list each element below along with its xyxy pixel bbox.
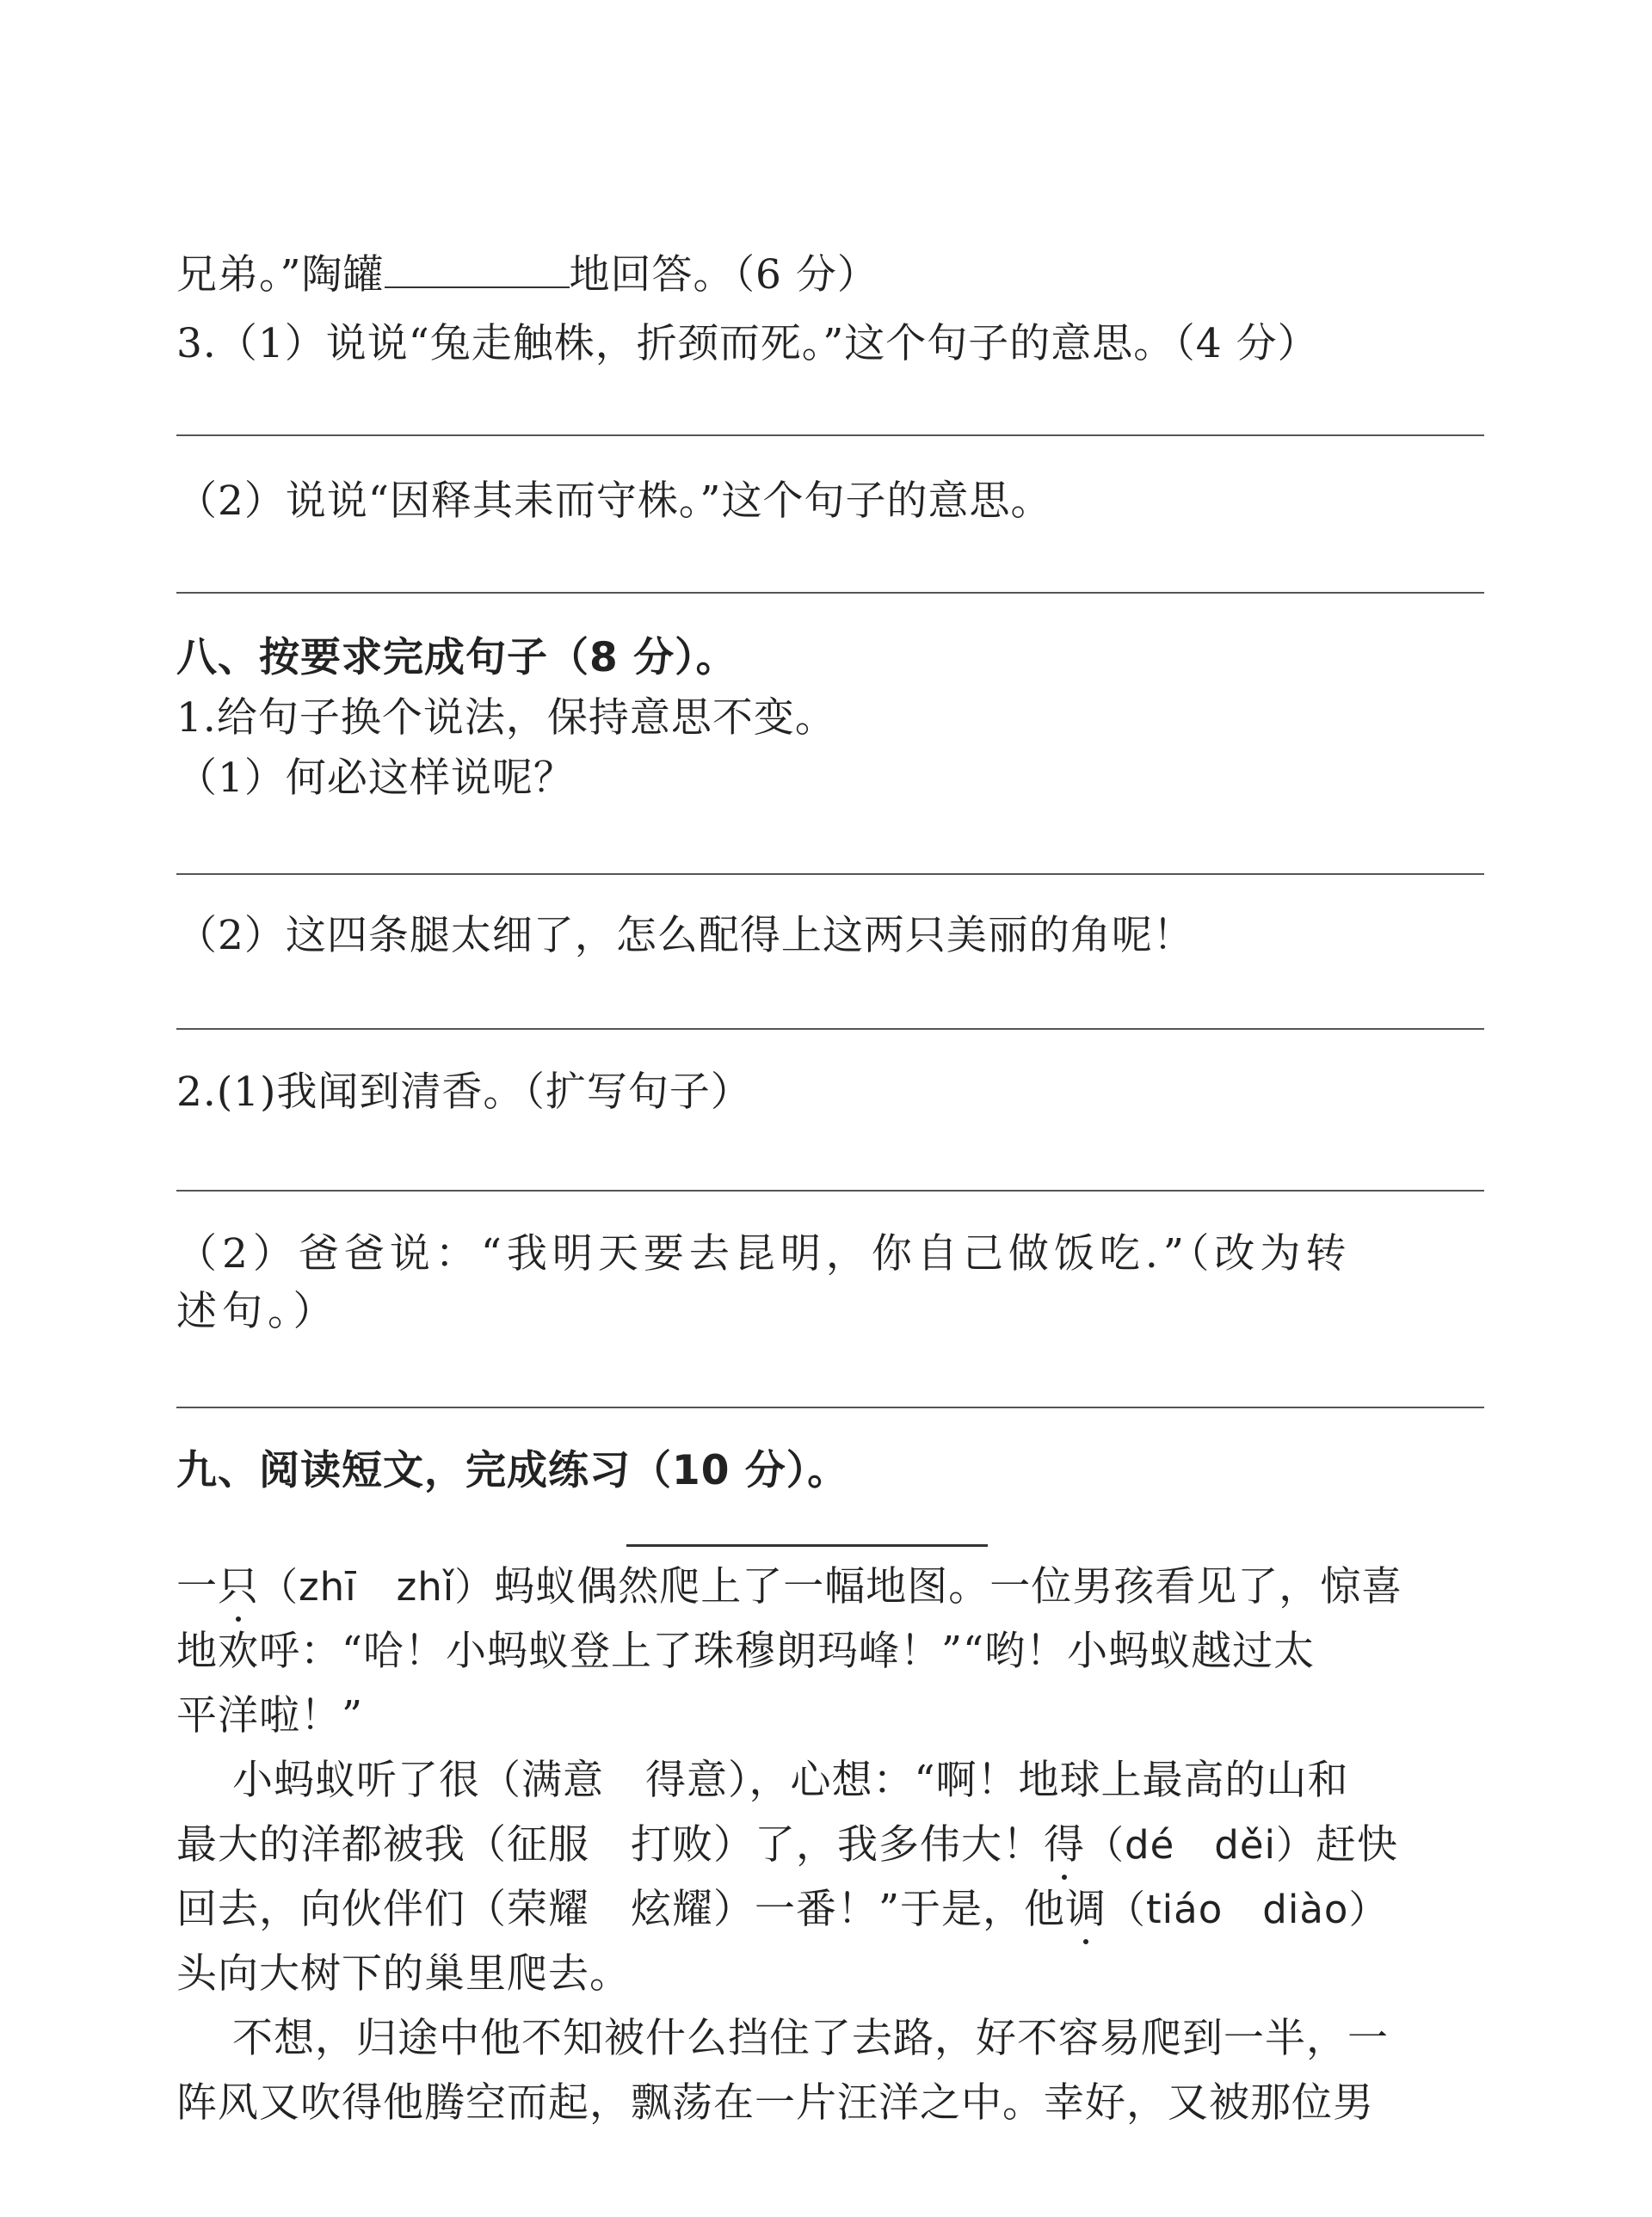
- answer-line[interactable]: [176, 1407, 1484, 1408]
- passage-line-6: [176, 1884, 1388, 1936]
- pinyin-choice: （zhī zhǐ）: [259, 1564, 495, 1610]
- answer-line[interactable]: [176, 434, 1484, 436]
- q7-continuation: [176, 249, 878, 301]
- passage-line-4: 小蚂蚁听了很（满意 得意），心想：“啊！地球上最高的山和: [232, 1757, 1349, 1804]
- emphasis-char: 调: [1065, 1884, 1106, 1936]
- answer-line[interactable]: [176, 1028, 1484, 1030]
- pinyin-choice: （dé děi）: [1085, 1822, 1316, 1868]
- section-9-heading: 九、阅读短文，完成练习（10 分）。: [176, 1447, 849, 1494]
- passage-text: 最大的洋都被我（征服 打败）了，我多伟大！: [176, 1821, 1044, 1869]
- section-8-item-1-1: （1）何必这样说呢？: [176, 754, 575, 802]
- emphasis-char: 只: [218, 1561, 259, 1613]
- passage-line-1: [176, 1561, 1402, 1613]
- answer-line[interactable]: [176, 873, 1484, 875]
- section-8-item-1-2: （2）这四条腿太细了，怎么配得上这两只美丽的角呢！: [176, 912, 1194, 959]
- section-8-heading: 八、按要求完成句子（8 分）。: [176, 634, 737, 681]
- q7-text-a: 兄弟。”陶罐: [176, 251, 385, 299]
- passage-text: 赶快: [1316, 1821, 1399, 1869]
- question-3-2: （2）说说“因释其耒而守株。”这个句子的意思。: [176, 477, 1052, 525]
- answer-blank[interactable]: [385, 252, 570, 288]
- passage-line-5: [176, 1820, 1398, 1871]
- passage-text: 回去，向伙伴们（荣耀 炫耀）一番！”于是，他: [176, 1886, 1066, 1933]
- question-3-1: 3.（1）说说“兔走触株，折颈而死。”这个句子的意思。（4 分）: [176, 320, 1319, 367]
- q7-text-b: 地回答。（6 分）: [569, 251, 878, 299]
- passage-text: 蚂蚁偶然爬上了一幅地图。一位男孩看见了，惊喜: [494, 1563, 1403, 1610]
- answer-line[interactable]: [176, 592, 1484, 594]
- pinyin-choice: （tiáo diào）: [1106, 1887, 1389, 1932]
- passage-line-7: 头向大树下的巢里爬去。: [176, 1950, 631, 1998]
- passage-line-2: 地欢呼：“哈！小蚂蚁登上了珠穆朗玛峰！”“哟！小蚂蚁越过太: [176, 1628, 1316, 1675]
- passage-line-3: 平洋啦！”: [176, 1692, 364, 1740]
- passage-line-9: 阵风又吹得他腾空而起，飘荡在一片汪洋之中。幸好，又被那位男: [176, 2079, 1374, 2127]
- section-8-item-2-1: 2.(1)我闻到清香。（扩写句子）: [176, 1068, 752, 1116]
- passage-text: 一: [176, 1563, 218, 1610]
- emphasis-char: 得: [1044, 1820, 1085, 1871]
- answer-line[interactable]: [176, 1190, 1484, 1192]
- section-8-item-2-2a: （2）爸爸说：“我明天要去昆明，你自己做饭吃.”（改为转: [176, 1230, 1352, 1278]
- passage-line-8: 不想，归途中他不知被什么挡住了去路，好不容易爬到一半，一: [232, 2015, 1389, 2062]
- title-blank[interactable]: [626, 1544, 988, 1547]
- section-8-item-2-2b: 述句。）: [176, 1288, 339, 1335]
- section-8-item-1: 1.给句子换个说法，保持意思不变。: [176, 694, 836, 742]
